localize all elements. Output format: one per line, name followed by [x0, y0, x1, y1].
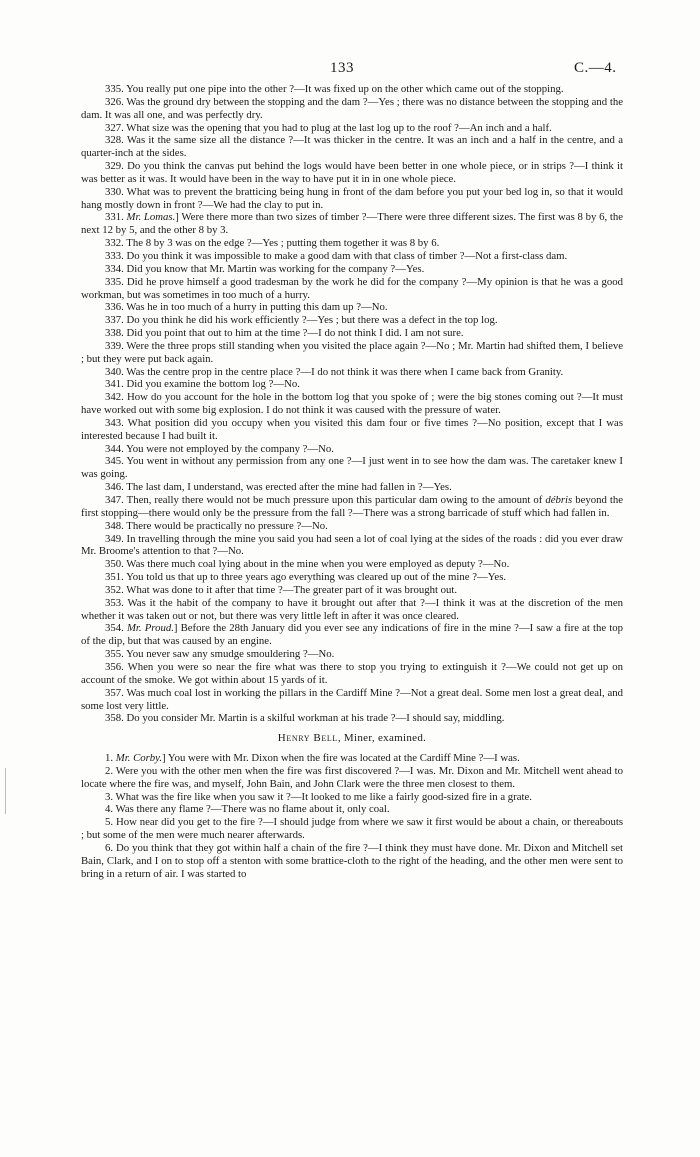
qa-paragraph: 338. Did you point that out to him at the time ?—I do not think I did. I am not sure. [105, 327, 464, 340]
witness-name: Henry Bell [277, 732, 338, 745]
qa-paragraph: 335. Did he prove himself a good tradesman by the work he did for the company ?—My opinion is that he was a good workman, but was sometimes in too much of a hurry. [81, 275, 623, 301]
qa-paragraph: 353. Was it the habit of the company to have it brought out after that ?—I think it was at the discretion of the men whether it was taken out or not, but there was very little left in after it was once cleared. [81, 596, 623, 622]
witness-description: , Miner, examined. [337, 732, 427, 745]
qa-paragraph: 332. The 8 by 3 was on the edge ?—Yes ; putting them together it was 8 by 6. [105, 237, 440, 250]
qa-paragraph: 328. Was it the same size all the distance ?—It was thicker in the centre. It was an inch and a half in the centre, and a quarter-inch at the sides. [81, 134, 623, 160]
qa-paragraph: 358. Do you consider Mr. Martin is a skilful workman at his trade ?—I should say, middling. [105, 712, 505, 725]
qa-paragraph: 346. The last dam, I understand, was erected after the mine had fallen in ?—Yes. [105, 481, 452, 494]
qa-paragraph: 357. Was much coal lost in working the pillars in the Cardiff Mine ?—Not a great deal. Some men lost a great deal, and some lost very little. [81, 686, 623, 712]
qa-paragraph: 327. What size was the opening that you had to plug at the last log up to the roof ?—An inch and a half. [105, 121, 552, 134]
qa-paragraph: 329. Do you think the canvas put behind the logs would have been better in one whole piece, or in strips ?—I think it was better as it was. It would have been in the way to have put it in in one whole piece. [81, 160, 623, 185]
qa-paragraph: 333. Do you think it was impossible to make a good dam with that class of timber ?—Not a first-class dam. [105, 249, 568, 262]
qa-paragraph: 356. When you were so near the fire what was there to stop you trying to extinguish it ?—We could not get up on account of the smoke. We got within about 15 yards of it. [81, 660, 623, 686]
qa-paragraph: 351. You told us that up to three years ago everything was cleared up out of the mine ?—Yes. [105, 571, 507, 584]
qa-paragraph: 345. You went in without any permission from any one ?—I just went in to see how the dam was. The caretaker knew I was going. [81, 455, 623, 481]
qa-paragraph: 355. You never saw any smudge smouldering ?—No. [105, 648, 335, 661]
testimony-part-2 [81, 752, 623, 880]
section-heading [81, 732, 623, 745]
qa-paragraph: 4. Was there any flame ?—There was no flame about it, only coal. [105, 803, 390, 816]
qa-paragraph: 6. Do you think that they got within half a chain of the fire ?—I think they must have done. Mr. Dixon and Mitchell set Bain, Clark, and I on to stop off a stenton with some brattice-cloth to the right of the heading, and the other men were sent to bring in a return of air. I was started to [81, 841, 623, 880]
qa-paragraph: 336. Was he in too much of a hurry in putting this dam up ?—No. [105, 301, 388, 314]
scan-margin-mark [5, 768, 6, 814]
qa-paragraph: 337. Do you think he did his work efficiently ?—Yes ; but there was a defect in the top log. [105, 314, 498, 327]
qa-paragraph: 348. There would be practically no pressure ?—No. [105, 519, 328, 532]
testimony-part-1 [81, 83, 623, 725]
qa-paragraph: 350. Was there much coal lying about in the mine when you were employed as deputy ?—No. [105, 558, 510, 571]
qa-paragraph: 5. How near did you get to the fire ?—I should judge from where we saw it first would be about a chain, or thereabouts ; but some of the men were much nearer afterwards. [81, 816, 623, 842]
qa-paragraph: 335. You really put one pipe into the other ?—It was fixed up on the other which came out of the stopping. [105, 83, 564, 95]
qa-paragraph: 354. Mr. Proud.] Before the 28th January did you ever see any indications of fire in the mine ?—I saw a fire at the top of the dip, but that was caused by an engine. [81, 622, 624, 648]
qa-paragraph: 347. Then, really there would not be much pressure upon this particular dam owing to the amount of débris beyond the first stopping—there would only be the pressure from the fall ?—There was a strong barricade of stuff which had fallen in. [81, 494, 624, 519]
qa-paragraph: 342. How do you account for the hole in the bottom log that you spoke of ; were the big stones coming out ?—It must have worked out with some big explosion. I do not think it was caused with the pressure of water. [81, 391, 623, 417]
page-number: 133 [330, 60, 354, 76]
qa-paragraph: 331. Mr. Lomas.] Were there more than two sizes of timber ?—There were three different sizes. The first was 8 by 6, the next 12 by 5, and the other 8 by 3. [81, 211, 624, 237]
qa-paragraph: 340. Was the centre prop in the centre place ?—I do not think it was there when I came back from Granity. [105, 365, 564, 378]
qa-paragraph: 341. Did you examine the bottom log ?—No. [105, 378, 300, 391]
qa-paragraph: 339. Were the three props still standing when you visited the place again ?—No ; Mr. Martin had shifted them, I believe ; but they were put back again. [81, 339, 623, 365]
document-reference: C.—4. [574, 60, 617, 76]
qa-paragraph: 3. What was the fire like when you saw it ?—It looked to me like a fairly good-sized fire in a grate. [105, 790, 532, 803]
document-body [81, 83, 623, 880]
qa-paragraph: 326. Was the ground dry between the stopping and the dam ?—Yes ; there was no distance between the stopping and the dam. It was all one, and was perfectly dry. [81, 95, 623, 121]
qa-paragraph: 334. Did you know that Mr. Martin was working for the company ?—Yes. [105, 262, 425, 275]
qa-paragraph: 352. What was done to it after that time ?—The greater part of it was brought out. [105, 583, 458, 596]
qa-paragraph: 343. What position did you occupy when you visited this dam four or five times ?—No position, except that I was interested because I had built it. [81, 416, 623, 442]
qa-paragraph: 2. Were you with the other men when the fire was first discovered ?—I was. Mr. Dixon and Mr. Mitchell went ahead to locate where the fire was, and myself, John Bain, and John Clark were the three men closest to them. [81, 764, 623, 790]
qa-paragraph: 349. In travelling through the mine you said you had seen a lot of coal lying at the sides of the roads : did you ever draw Mr. Broome's attention to that ?—No. [81, 532, 623, 558]
qa-paragraph: 330. What was to prevent the bratticing being hung in front of the dam before you put your bed log in, so that it would hang mostly down in front ?—We had the clay to put in. [81, 185, 623, 211]
qa-paragraph: 1. Mr. Corby.] You were with Mr. Dixon when the fire was located at the Cardiff Mine ?—I was. [105, 752, 520, 765]
qa-paragraph: 344. You were not employed by the company ?—No. [105, 442, 334, 455]
